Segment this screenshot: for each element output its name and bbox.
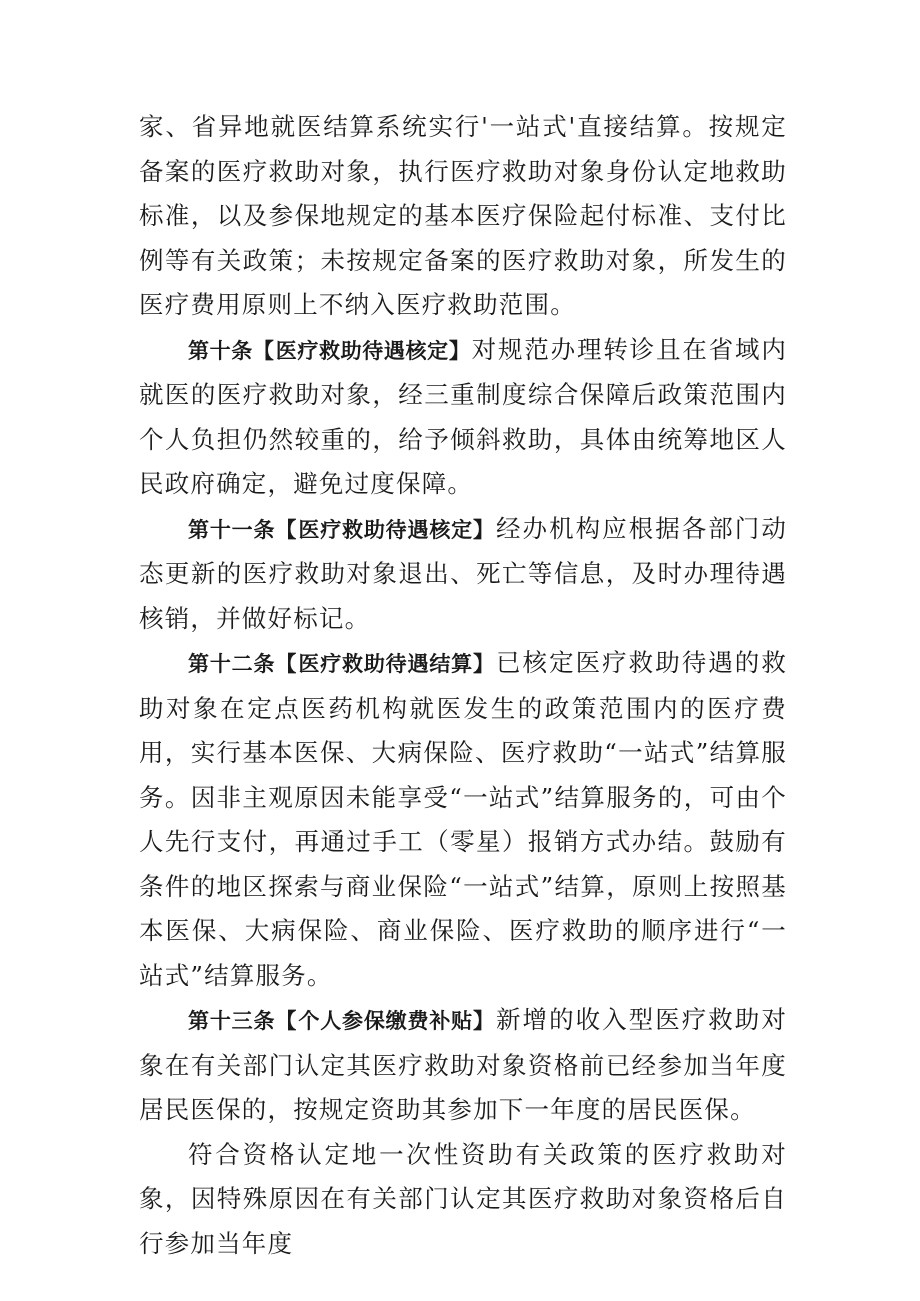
paragraph-plain: 符合资格认定地一次性资助有关政策的医疗救助对象，因特殊原因在有关部门认定其医疗救助对象资格后自行参加当年度 xyxy=(139,1139,787,1258)
article-body: 经办机构应根据各部门动态更新的医疗救助对象退出、死亡等信息，及时办理待遇核销，并做好标记。 xyxy=(139,513,788,633)
article-body: 已核定医疗救助待遇的救助对象在定点医药机构就医发生的政策范围内的医疗费用，实行基本医保、大病保险、医疗救助“一站式”结算服务。因非主观原因未能享受“一站式”结算服务的，可由个人先行支付，再通过手工（零星）报销方式办结。鼓励有条件的地区探索与商业保险“一站式”结算，原则上按照基本医保、大病保险、商业保险、医疗救助的顺序进行“一站式”结算服务。 xyxy=(139,648,788,990)
bracket-close: 】 xyxy=(473,652,497,676)
article-13 xyxy=(139,998,787,1133)
article-title: 医疗救助待遇核定 xyxy=(298,517,473,542)
bracket-open: 【 xyxy=(275,1009,299,1033)
bracket-close: 】 xyxy=(448,338,472,363)
article-number: 第十三条 xyxy=(188,1009,276,1033)
bracket-open: 【 xyxy=(252,338,276,363)
paragraph-continuation: 家、省异地就医结算系统实行'一站式'直接结算。按规定备案的医疗救助对象，执行医疗救助对象身份认定地救助标准，以及参保地规定的基本医疗保险起付标准、支付比例等有关政策；未按规定备案的医疗救助对象，所发生的医疗费用原则上不纳入医疗救助范围。 xyxy=(139,112,787,319)
article-12 xyxy=(139,641,787,998)
article-10 xyxy=(139,328,787,507)
article-number: 第十条 xyxy=(188,338,253,363)
article-number: 第十一条 xyxy=(188,517,276,542)
bracket-open: 【 xyxy=(275,652,299,676)
article-title: 个人参保缴费补贴 xyxy=(298,1009,473,1033)
article-body: 新增的收入型医疗救助对象在有关部门认定其医疗救助对象资格前已经参加当年度居民医保的，按规定资助其参加下一年度的居民医保。 xyxy=(139,1005,788,1124)
article-number: 第十二条 xyxy=(188,652,276,676)
article-body: 对规范办理转诊且在省域内就医的医疗救助对象，经三重制度综合保障后政策范围内个人负担仍然较重的，给予倾斜救助，具体由统筹地区人民政府确定，避免过度保障。 xyxy=(139,334,788,498)
bracket-open: 【 xyxy=(275,517,299,542)
article-title: 医疗救助待遇核定 xyxy=(275,338,449,363)
article-11 xyxy=(139,507,787,642)
bracket-close: 】 xyxy=(473,517,497,542)
article-title: 医疗救助待遇结算 xyxy=(298,652,473,676)
document-page xyxy=(139,105,787,1266)
bracket-close: 】 xyxy=(473,1009,497,1033)
